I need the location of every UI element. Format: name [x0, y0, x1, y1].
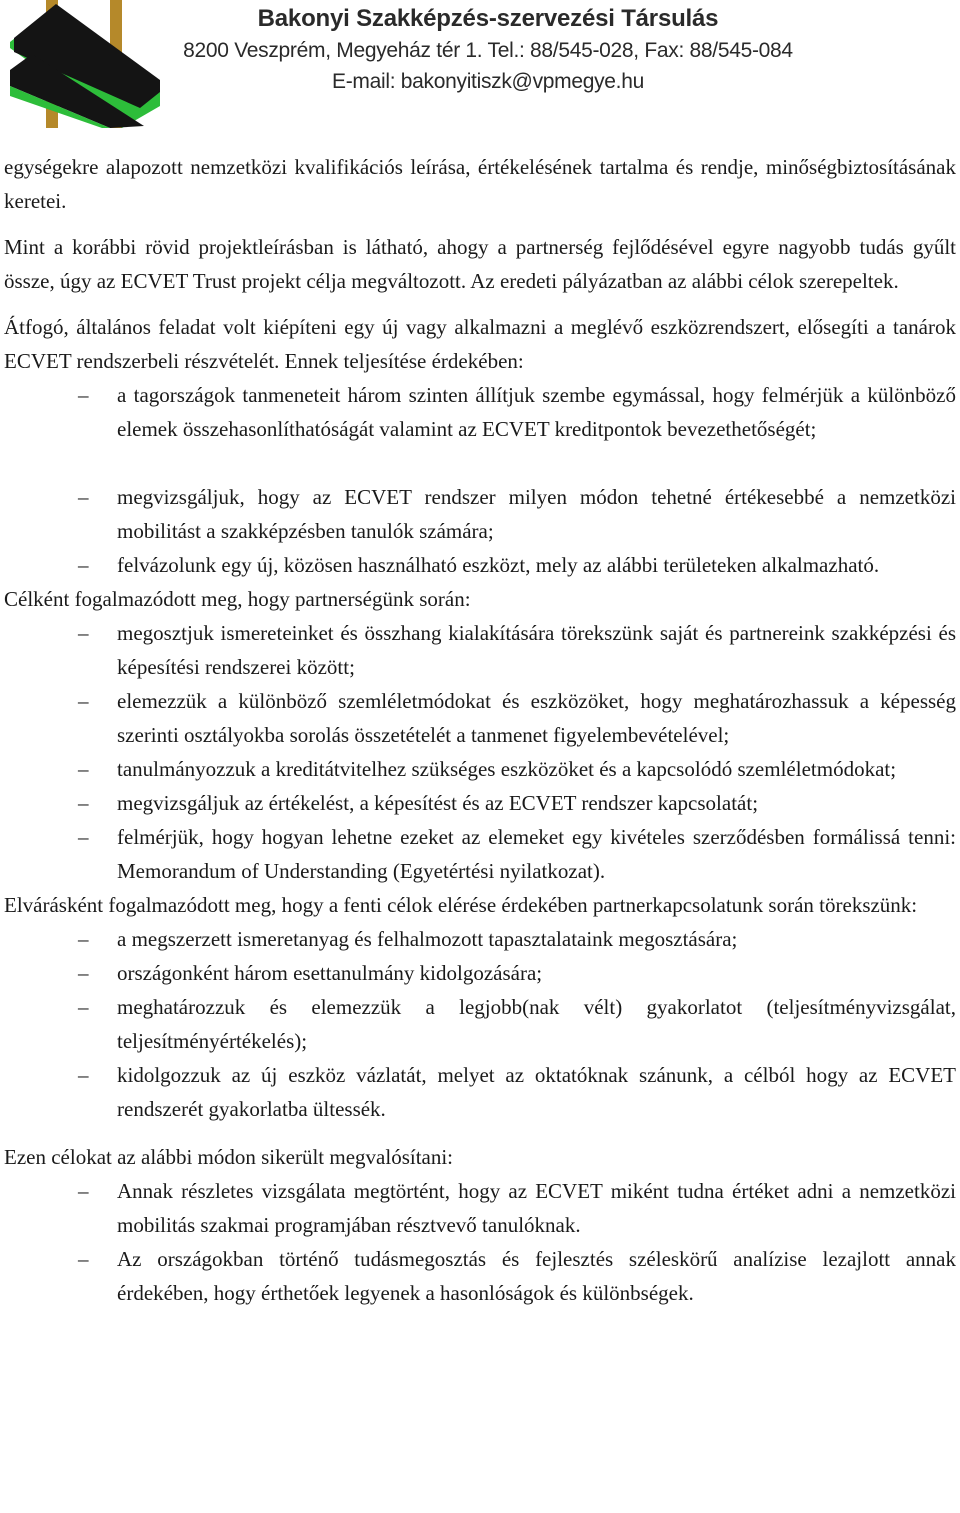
- list-item: [4, 922, 956, 956]
- list-item: [4, 956, 956, 990]
- list-item-text: felvázolunk egy új, közösen használható eszközt, mely az alábbi területeken alkalmazható.: [117, 553, 880, 577]
- dash-marker: –: [78, 485, 89, 509]
- list-item-text: meghatározzuk és elemezzük a legjobb(nak vélt) gyakorlatot (teljesítményvizsgálat, teljesítményértékelés);: [117, 995, 956, 1053]
- dash-marker: –: [78, 927, 89, 951]
- list-item: [4, 1242, 956, 1310]
- dash-marker: –: [78, 961, 89, 985]
- list-item-text: tanulmányozzuk a kreditátvitelhez szükséges eszközöket és a kapcsolódó szemléletmódokat;: [117, 757, 897, 781]
- dash-marker: –: [78, 791, 89, 815]
- list-item-text: megvizsgáljuk, hogy az ECVET rendszer milyen módon tehetné értékesebbé a nemzetközi mobilitást a szakképzésben tanulók számára;: [117, 485, 956, 543]
- organization-name: Bakonyi Szakképzés-szervezési Társulás: [257, 5, 719, 32]
- list-item: [4, 820, 956, 888]
- dash-marker: –: [78, 621, 89, 645]
- list-item: [4, 548, 956, 582]
- list-item-text: országonként három esettanulmány kidolgozására;: [117, 961, 543, 985]
- list-item: [4, 616, 956, 684]
- paragraph-2: Mint a korábbi rövid projektleírásban is látható, ahogy a partnerség fejlődésével egyre nagyobb tudás gyűlt össze, úgy az ECVET Trust projekt célja megváltozott. Az eredeti pályázatban az alábbi célok szerepeltek.: [4, 235, 956, 293]
- list-item: [4, 990, 956, 1058]
- paragraph-5: Elvárásként fogalmazódott meg, hogy a fenti célok elérése érdekében partnerkapcsolatunk során törekszünk:: [4, 893, 918, 917]
- list-item: [4, 378, 956, 446]
- bullet-list-4: [4, 1174, 956, 1310]
- list-item-text: megosztjuk ismereteinket és összhang kialakítására törekszünk saját és partnereink szakképzési és képesítési rendszerei között;: [117, 621, 956, 679]
- letterhead: [0, 0, 960, 140]
- list-item: [4, 752, 956, 786]
- document-body: [4, 150, 956, 1310]
- dash-marker: –: [78, 995, 89, 1019]
- dash-marker: –: [78, 1063, 89, 1087]
- dash-marker: –: [78, 689, 89, 713]
- list-item-text: Annak részletes vizsgálata megtörtént, hogy az ECVET miként tudna értéket adni a nemzetközi mobilitás szakmai programjában résztvevő tanulóknak.: [117, 1179, 956, 1237]
- dash-marker: –: [78, 825, 89, 849]
- organization-address: 8200 Veszprém, Megyeház tér 1. Tel.: 88/545-028, Fax: 88/545-084: [183, 39, 793, 62]
- list-item-text: megvizsgáljuk az értékelést, a képesítést és az ECVET rendszer kapcsolatát;: [117, 791, 759, 815]
- paragraph-1: egységekre alapozott nemzetközi kvalifikációs leírása, értékelésének tartalma és rendje, minőségbiztosításának keretei.: [4, 155, 956, 213]
- list-item: [4, 480, 956, 548]
- bullet-list-1: [4, 378, 956, 582]
- list-item-text: kidolgozzuk az új eszköz vázlatát, melyet az oktatóknak szánunk, a célból hogy az ECVET rendszerét gyakorlatba ültessék.: [117, 1063, 956, 1121]
- dash-marker: –: [78, 553, 89, 577]
- paragraph-3: Átfogó, általános feladat volt kiépíteni egy új vagy alkalmazni a meglévő eszközrendszert, elősegíti a tanárok ECVET rendszerbeli részvételét. Ennek teljesítése érdekében:: [4, 315, 956, 373]
- list-item-text: a tagországok tanmeneteit három szinten állítjuk szembe egymással, hogy felmérjük a különböző elemek összehasonlíthatóságát valamint az ECVET kreditpontok bevezethetőségét;: [117, 383, 956, 441]
- organization-logo: [10, 0, 160, 128]
- list-item-text: Az országokban történő tudásmegosztás és fejlesztés széleskörű analízise lezajlott annak érdekében, hogy érthetőek legyenek a hasonlóságok és különbségek.: [117, 1247, 956, 1305]
- list-item-text: elemezzük a különböző szemléletmódokat és eszközöket, hogy meghatározhassuk a képesség szerinti osztályokba sorolás összetételét a tanmenet figyelembevételével;: [117, 689, 956, 747]
- bullet-list-3: [4, 922, 956, 1126]
- paragraph-4: Célként fogalmazódott meg, hogy partnerségünk során:: [4, 587, 471, 611]
- list-item: [4, 1058, 956, 1126]
- dash-marker: –: [78, 757, 89, 781]
- dash-marker: –: [78, 383, 89, 407]
- list-item-text: a megszerzett ismeretanyag és felhalmozott tapasztalataink megosztására;: [117, 927, 738, 951]
- organization-info: [168, 2, 808, 97]
- dash-marker: –: [78, 1179, 89, 1203]
- list-item: [4, 786, 956, 820]
- paragraph-6: Ezen célokat az alábbi módon sikerült megvalósítani:: [4, 1145, 454, 1169]
- list-item: [4, 684, 956, 752]
- list-item: [4, 1174, 956, 1242]
- organization-email: E-mail: bakonyitiszk@vpmegye.hu: [332, 70, 644, 93]
- dash-marker: –: [78, 1247, 89, 1271]
- list-item-text: felmérjük, hogy hogyan lehetne ezeket az elemeket egy kivételes szerződésben formálissá tenni: Memorandum of Understanding (Egyetértési nyilatkozat).: [117, 825, 956, 883]
- bullet-list-2: [4, 616, 956, 888]
